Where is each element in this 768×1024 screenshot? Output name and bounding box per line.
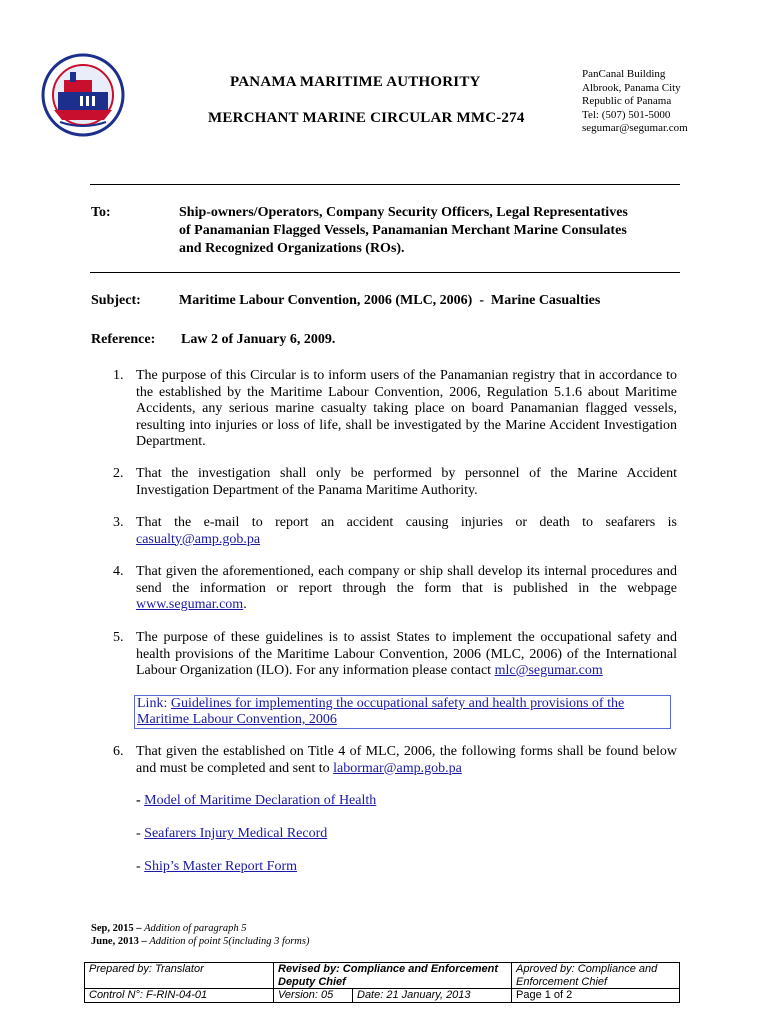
approved-by: Aproved by: Compliance and Enforcement Chief <box>512 963 680 989</box>
circular-title: MERCHANT MARINE CIRCULAR MMC-274 <box>208 110 525 126</box>
masters-report-form-link[interactable]: Ship’s Master Report Form <box>144 859 298 874</box>
link-prefix: Link: <box>137 696 171 711</box>
recipients-line: Ship-owners/Operators, Company Security Officers, Legal Representatives <box>179 205 628 220</box>
divider <box>90 272 680 273</box>
note-text: Addition of point 5(including 3 forms) <box>149 936 310 947</box>
note-date: June, 2013 – <box>91 936 150 947</box>
item-number: 2. <box>113 466 124 481</box>
form-list-item <box>136 859 297 875</box>
item-text <box>136 515 677 548</box>
form-list-item <box>136 793 376 809</box>
reference-label: Reference: <box>91 332 156 347</box>
item-number: 4. <box>113 564 124 579</box>
recipients-line: and Recognized Organizations (ROs). <box>179 241 405 256</box>
subject-label: Subject: <box>91 293 141 308</box>
note-text: Addition of paragraph 5 <box>144 923 247 934</box>
prepared-by: Prepared by: Translator <box>85 963 274 989</box>
divider <box>90 184 680 185</box>
guidelines-link[interactable]: Guidelines for implementing the occupational safety and health provisions of the Maritime Labour Convention, 2006 <box>137 696 625 727</box>
to-label: To: <box>91 205 111 220</box>
item-tail: . <box>243 597 247 612</box>
mlc-email-link[interactable]: mlc@segumar.com <box>494 663 603 678</box>
recipients-line: of Panamanian Flagged Vessels, Panamanian Merchant Marine Consulates <box>179 223 627 238</box>
item-number: 6. <box>113 744 124 759</box>
item-number: 5. <box>113 630 124 645</box>
page-number: Page 1 of 2 <box>512 989 680 1003</box>
form-dash: - <box>136 859 145 874</box>
item-text <box>136 630 677 680</box>
segumar-website-link[interactable]: www.segumar.com <box>136 597 244 612</box>
address-line: Republic of Panama <box>582 95 672 107</box>
form-dash: - <box>136 826 145 841</box>
item-text <box>136 744 677 777</box>
reference-text: Law 2 of January 6, 2009. <box>181 332 336 347</box>
item-number: 3. <box>113 515 124 530</box>
guidelines-link-box[interactable] <box>134 695 671 729</box>
revision-note <box>91 922 309 935</box>
item-text: That the investigation shall only be performed by personnel of the Marine Accident Investigation Department of the Panama Maritime Authority. <box>136 466 677 498</box>
item-text: The purpose of this Circular is to inform users of the Panamanian registry that in accordance to the established by the Maritime Labour Convention, 2006, Regulation 5.1.6 about Maritime Accidents, any serious marine casualty taking place on board Panamanian flagged vessels, resulting into injuries or loss of life, shall be investigated by the Marine Accident Investigation Department. <box>136 368 677 449</box>
labormar-email-link[interactable]: labormar@amp.gob.pa <box>333 760 462 776</box>
address-block <box>582 68 688 136</box>
item-body: That given the aforementioned, each company or ship shall develop its internal procedures and send the information or report through the form that is published in the webpage <box>136 564 677 596</box>
item-body: That the e-mail to report an accident causing injuries or death to seafarers is <box>136 515 677 530</box>
revised-by: Revised by: Compliance and Enforcement Deputy Chief <box>274 963 512 989</box>
item-body: That given the established on Title 4 of MLC, 2006, the following forms shall be found below and must be completed and sent to <box>136 744 677 776</box>
form-dash: - <box>136 793 145 808</box>
contact-email[interactable]: segumar@segumar.com <box>582 122 688 134</box>
maritime-declaration-health-link[interactable]: Model of Maritime Declaration of Health <box>144 793 377 808</box>
subject-text: Maritime Labour Convention, 2006 (MLC, 2006) - Marine Casualties <box>179 293 601 308</box>
form-list-item <box>136 826 327 842</box>
issue-date: Date: 21 January, 2013 <box>353 989 512 1003</box>
casualty-email-link[interactable]: casualty@amp.gob.pa <box>136 531 261 547</box>
control-number: Control N°: F-RIN-04-01 <box>85 989 274 1003</box>
document-control-table <box>84 962 680 1003</box>
revision-note <box>91 935 309 948</box>
seafarers-injury-record-link[interactable]: Seafarers Injury Medical Record <box>144 826 328 841</box>
version: Version: 05 <box>274 989 353 1003</box>
address-line: PanCanal Building <box>582 68 666 80</box>
item-text <box>136 564 677 614</box>
to-recipients <box>179 204 628 258</box>
authority-logo <box>40 52 126 138</box>
seal-icon <box>40 52 126 138</box>
address-line: Albrook, Panama City <box>582 81 681 94</box>
address-line: Tel: (507) 501-5000 <box>582 108 671 121</box>
authority-name: PANAMA MARITIME AUTHORITY <box>230 74 481 90</box>
revision-notes <box>91 922 309 948</box>
item-body: The purpose of these guidelines is to assist States to implement the occupational safety and health provisions of the Maritime Labour Convention, 2006 (MLC, 2006) of the International Labour Organization (ILO). For any information please contact <box>136 630 677 678</box>
note-date: Sep, 2015 – <box>91 923 145 934</box>
item-number: 1. <box>113 368 124 383</box>
